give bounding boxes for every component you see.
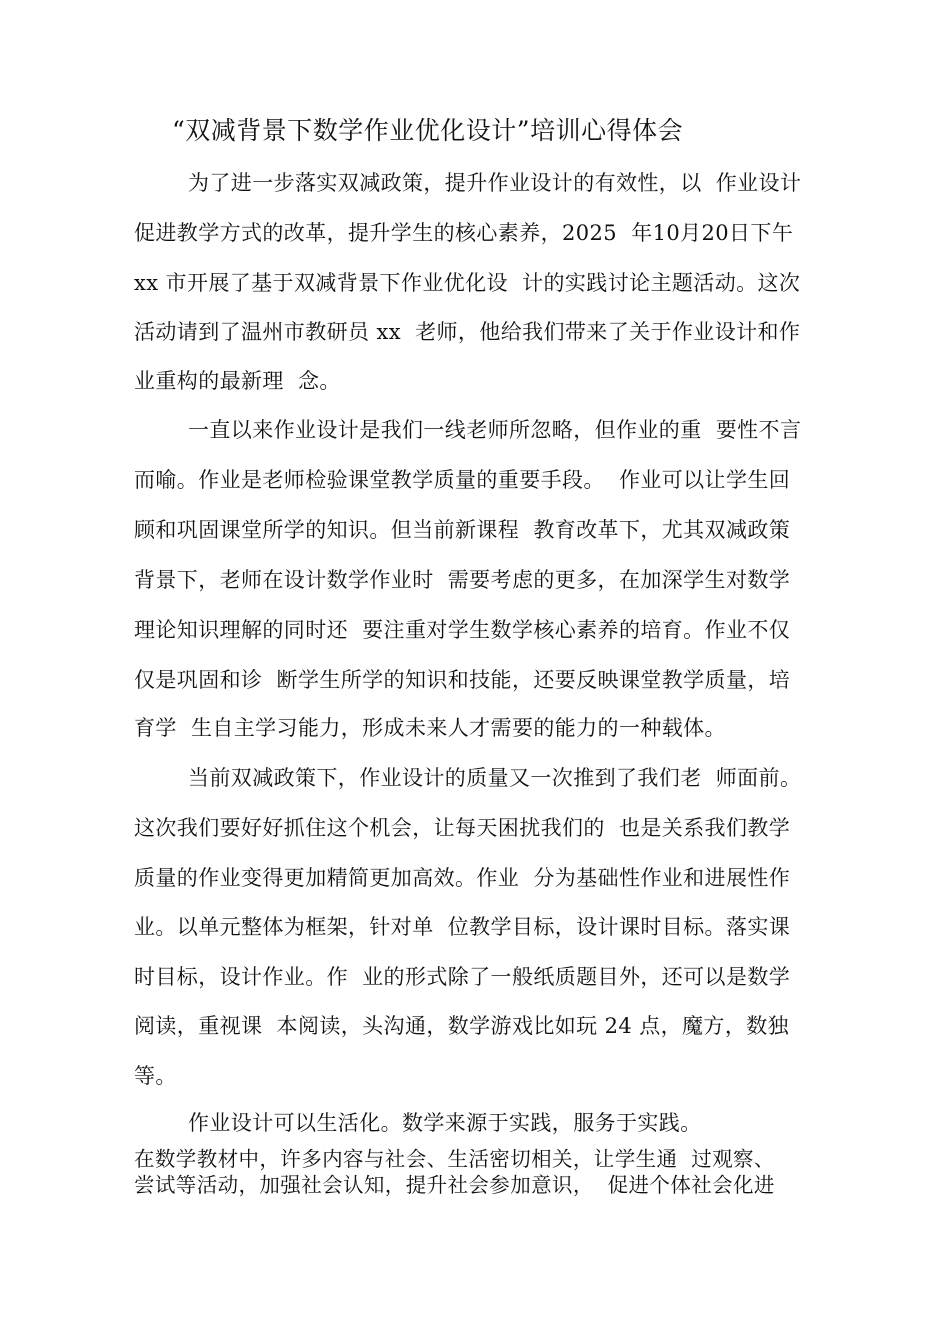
text-line: 而喻。作业是老师检验课堂教学质量的重要手段。 作业可以让学生回 — [134, 468, 791, 492]
text-line: 背景下，老师在设计数学作业时 需要考虑的更多，在加深学生对数学 — [134, 568, 791, 592]
text-line: 等。 — [134, 1064, 177, 1088]
text-line: 业重构的最新理 念。 — [134, 369, 341, 393]
text-line: 理论知识理解的同时还 要注重对学生数学核心素养的培育。作业不仅 — [134, 618, 791, 642]
text-line: 质量的作业变得更加精简更加高效。作业 分为基础性作业和进展性作 — [134, 866, 791, 890]
text-line: 活动请到了温州市教研员 xx 老师，他给我们带来了关于作业设计和作 — [134, 320, 801, 344]
text-line: 作业设计可以生活化。数学来源于实践，服务于实践。 — [188, 1111, 702, 1135]
text-line: 阅读，重视课 本阅读，头沟通，数学游戏比如玩 24 点，魔方，数独 — [134, 1014, 790, 1038]
text-line: 时目标，设计作业。作 业的形式除了一般纸质题目外，还可以是数学 — [134, 965, 791, 989]
text-line: 尝试等活动，加强社会认知，提升社会参加意识， 促进个体社会化进 — [134, 1173, 775, 1197]
text-line: 业。以单元整体为框架，针对单 位教学目标，设计课时目标。落实课 — [134, 915, 791, 939]
text-line: 顾和巩固课堂所学的知识。但当前新课程 教育改革下，尤其双减政策 — [134, 518, 791, 542]
text-line: 在数学教材中，许多内容与社会、生活密切相关，让学生通 过观察、 — [134, 1147, 775, 1171]
text-line: 为了进一步落实双减政策，提升作业设计的有效性，以 作业设计 — [188, 171, 802, 195]
document-title: “双减背景下数学作业优化设计”培训心得体会 — [172, 116, 684, 145]
text-line: xx 市开展了基于双减背景下作业优化设 计的实践讨论主题活动。这次 — [134, 271, 801, 295]
text-line: 当前双减政策下，作业设计的质量又一次推到了我们老 师面前。 — [188, 766, 802, 790]
text-line: 仅是巩固和诊 断学生所学的知识和技能，还要反映课堂教学质量，培 — [134, 668, 791, 692]
text-line: 育学 生自主学习能力，形成未来人才需要的能力的一种载体。 — [134, 716, 726, 740]
text-line: 这次我们要好好抓住这个机会，让每天困扰我们的 也是关系我们教学 — [134, 816, 791, 840]
text-line: 促进教学方式的改革，提升学生的核心素养，2025 年10月20日下午 — [134, 221, 794, 245]
text-line: 一直以来作业设计是我们一线老师所忽略，但作业的重 要性不言 — [188, 418, 802, 442]
